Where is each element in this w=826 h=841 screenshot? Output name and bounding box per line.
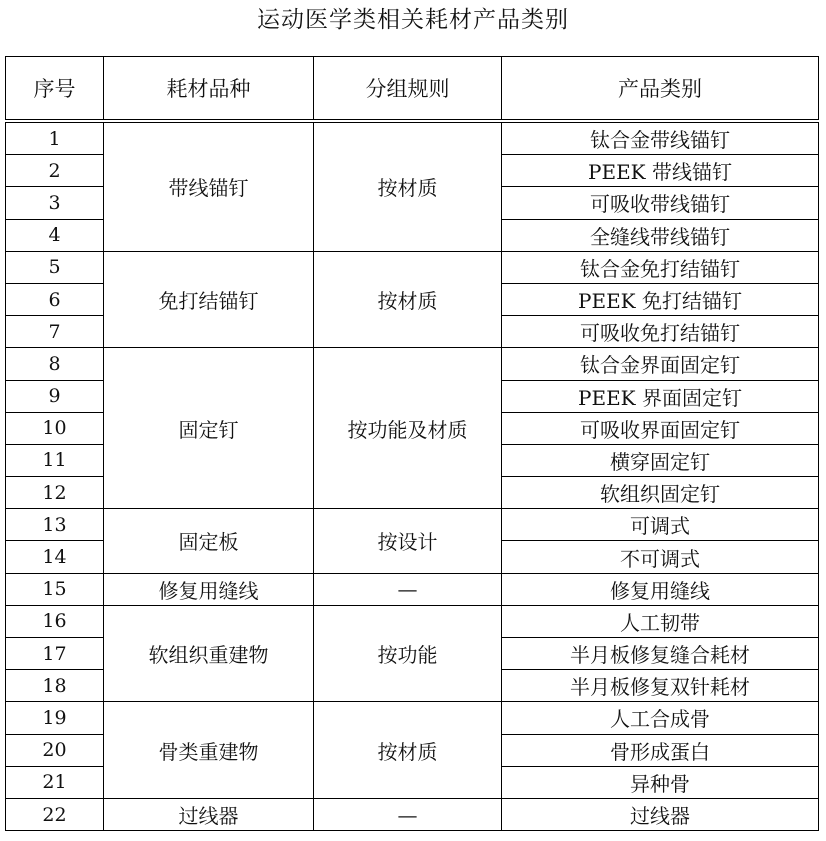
cell-category: 过线器 [502, 798, 819, 830]
cell-seq: 16 [6, 605, 104, 637]
cell-category: 软组织固定钉 [502, 477, 819, 509]
cell-kind: 固定板 [104, 509, 314, 573]
cell-rule: — [314, 573, 502, 605]
cell-category: PEEK 免打结锚钉 [502, 283, 819, 315]
table-row [6, 573, 819, 605]
cell-category: 钛合金界面固定钉 [502, 348, 819, 380]
cell-category: 可调式 [502, 509, 819, 541]
cell-seq: 22 [6, 798, 104, 830]
cell-seq: 10 [6, 412, 104, 444]
table-row [6, 702, 819, 734]
cell-kind: 修复用缝线 [104, 573, 314, 605]
cell-category: 可吸收界面固定钉 [502, 412, 819, 444]
table-row [6, 798, 819, 830]
table-row [6, 251, 819, 283]
cell-category: PEEK 界面固定钉 [502, 380, 819, 412]
header-rule: 分组规则 [314, 57, 502, 120]
cell-category: 人工合成骨 [502, 702, 819, 734]
cell-seq: 19 [6, 702, 104, 734]
cell-seq: 20 [6, 734, 104, 766]
cell-seq: 6 [6, 283, 104, 315]
cell-category: PEEK 带线锚钉 [502, 155, 819, 187]
table-header-row [6, 57, 819, 120]
cell-category: 钛合金免打结锚钉 [502, 251, 819, 283]
cell-seq: 7 [6, 316, 104, 348]
cell-seq: 17 [6, 638, 104, 670]
cell-category: 全缝线带线锚钉 [502, 219, 819, 251]
cell-kind: 骨类重建物 [104, 702, 314, 799]
cell-seq: 1 [6, 123, 104, 155]
cell-category: 半月板修复缝合耗材 [502, 638, 819, 670]
cell-rule: 按材质 [314, 123, 502, 252]
cell-category: 修复用缝线 [502, 573, 819, 605]
cell-seq: 4 [6, 219, 104, 251]
document-title: 运动医学类相关耗材产品类别 [257, 7, 569, 33]
cell-kind: 免打结锚钉 [104, 251, 314, 348]
cell-category: 不可调式 [502, 541, 819, 573]
cell-rule: 按材质 [314, 251, 502, 348]
table-body [6, 123, 819, 831]
cell-rule: 按功能 [314, 605, 502, 702]
cell-seq: 18 [6, 670, 104, 702]
cell-rule: 按材质 [314, 702, 502, 799]
cell-seq: 12 [6, 477, 104, 509]
table-row [6, 605, 819, 637]
cell-seq: 15 [6, 573, 104, 605]
cell-rule: — [314, 798, 502, 830]
cell-category: 异种骨 [502, 766, 819, 798]
cell-seq: 13 [6, 509, 104, 541]
cell-seq: 21 [6, 766, 104, 798]
cell-category: 可吸收免打结锚钉 [502, 316, 819, 348]
cell-seq: 5 [6, 251, 104, 283]
table-row [6, 509, 819, 541]
cell-category: 半月板修复双针耗材 [502, 670, 819, 702]
header-seq: 序号 [6, 57, 104, 120]
cell-category: 可吸收带线锚钉 [502, 187, 819, 219]
cell-rule: 按设计 [314, 509, 502, 573]
cell-seq: 8 [6, 348, 104, 380]
product-category-table [5, 56, 819, 831]
cell-category: 横穿固定钉 [502, 444, 819, 476]
cell-kind: 固定钉 [104, 348, 314, 509]
cell-kind: 过线器 [104, 798, 314, 830]
cell-kind: 带线锚钉 [104, 123, 314, 252]
cell-category: 钛合金带线锚钉 [502, 123, 819, 155]
cell-seq: 3 [6, 187, 104, 219]
table-row [6, 348, 819, 380]
cell-seq: 14 [6, 541, 104, 573]
header-kind: 耗材品种 [104, 57, 314, 120]
table-row [6, 123, 819, 155]
cell-seq: 11 [6, 444, 104, 476]
cell-category: 骨形成蛋白 [502, 734, 819, 766]
cell-category: 人工韧带 [502, 605, 819, 637]
cell-seq: 2 [6, 155, 104, 187]
cell-rule: 按功能及材质 [314, 348, 502, 509]
cell-kind: 软组织重建物 [104, 605, 314, 702]
cell-seq: 9 [6, 380, 104, 412]
header-category: 产品类别 [502, 57, 819, 120]
